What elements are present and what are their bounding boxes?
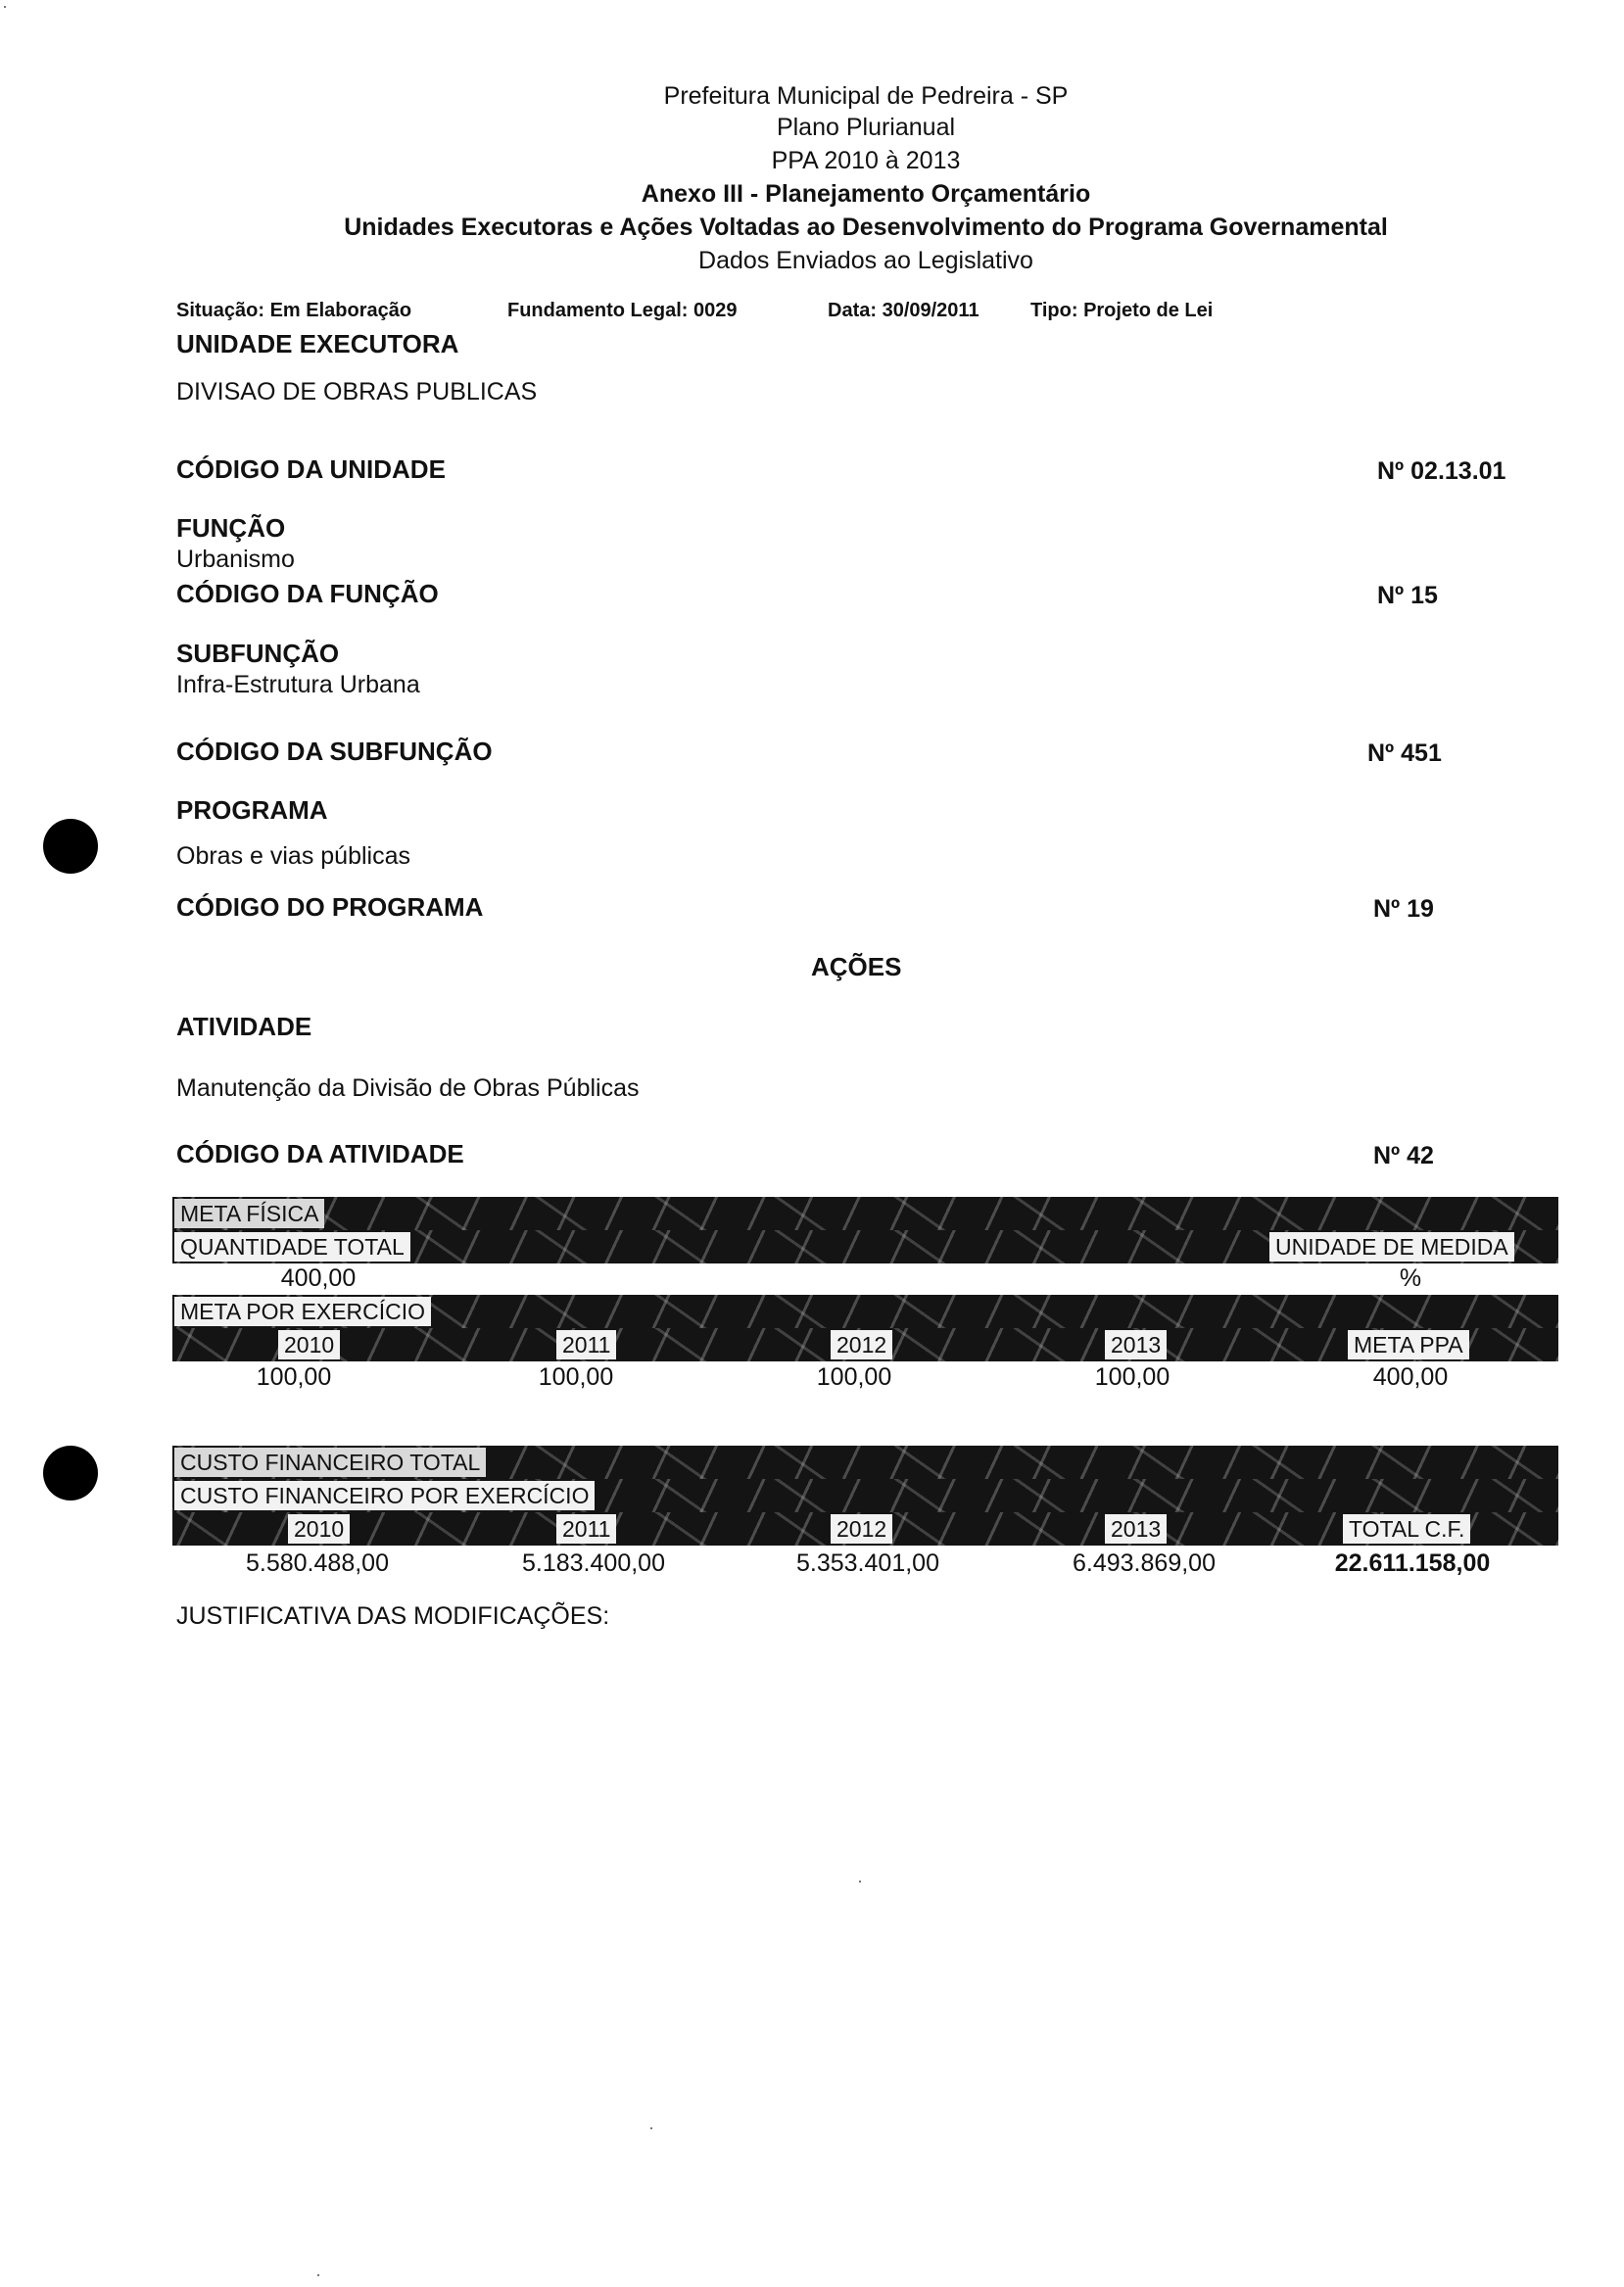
unidade-medida-value: % [1399,1264,1422,1292]
programa-name: Obras e vias públicas [176,842,411,870]
codigo-atividade-label: CÓDIGO DA ATIVIDADE [176,1139,464,1168]
custo-value-2012: 5.353.401,00 [796,1549,939,1577]
codigo-funcao-label: CÓDIGO DA FUNÇÃO [176,579,439,608]
header-line-1: Prefeitura Municipal de Pedreira - SP [663,82,1069,110]
quantidade-total-value: 400,00 [280,1264,357,1292]
meta-ppa-value: 400,00 [1372,1363,1449,1391]
custo-year-2010: 2010 [288,1514,350,1544]
meta-value-2013: 100,00 [1094,1363,1170,1391]
custo-year-2011: 2011 [556,1514,616,1544]
codigo-unidade-value: Nº 02.13.01 [1377,457,1506,485]
scan-speck [317,2274,319,2276]
meta-por-exercicio-label: META POR EXERCÍCIO [174,1297,431,1326]
header-line-2: Plano Plurianual [776,114,956,141]
custo-value-2010: 5.580.488,00 [246,1549,389,1577]
meta-years-bar [172,1328,1558,1361]
atividade-name: Manutenção da Divisão de Obras Públicas [176,1074,640,1102]
meta-fisica-bar [172,1197,1558,1230]
quantidade-bar [172,1230,1558,1263]
header-line-6: Dados Enviados ao Legislativo [698,247,1033,274]
total-cf-label: TOTAL C.F. [1343,1514,1470,1544]
meta-ppa-label: META PPA [1348,1330,1469,1359]
meta-year-2010: 2010 [278,1330,340,1359]
meta-year-2011: 2011 [556,1330,616,1359]
header-line-5: Unidades Executoras e Ações Voltadas ao Desenvolvimento do Programa Governamental [344,214,1388,241]
custo-financeiro-total-label: CUSTO FINANCEIRO TOTAL [174,1448,486,1477]
codigo-funcao-value: Nº 15 [1377,582,1438,609]
codigo-programa-value: Nº 19 [1373,895,1434,923]
custo-por-exercicio-label: CUSTO FINANCEIRO POR EXERCÍCIO [174,1481,595,1510]
funcao-name: Urbanismo [176,546,295,573]
scan-speck [650,2127,652,2129]
header-line-3: PPA 2010 à 2013 [771,147,961,174]
meta-year-2013: 2013 [1105,1330,1167,1359]
codigo-subfuncao-value: Nº 451 [1367,739,1442,767]
codigo-atividade-value: Nº 42 [1373,1142,1434,1169]
funcao-label: FUNÇÃO [176,513,286,543]
meta-value-2012: 100,00 [816,1363,892,1391]
scan-speck [4,6,6,8]
meta-exercicio-bar [172,1295,1558,1328]
total-cf-value: 22.611.158,00 [1334,1549,1491,1577]
unidade-medida-label: UNIDADE DE MEDIDA [1269,1232,1514,1262]
meta-fisica-title: META FÍSICA [174,1199,324,1228]
fundamento-legal: Fundamento Legal: 0029 [507,300,738,321]
custo-year-2012: 2012 [831,1514,892,1544]
punch-hole-bottom [43,1446,98,1501]
custo-years-bar [172,1512,1558,1546]
justificativa-label: JUSTIFICATIVA DAS MODIFICAÇÕES: [176,1602,610,1630]
codigo-unidade-label: CÓDIGO DA UNIDADE [176,454,446,484]
quantidade-total-label: QUANTIDADE TOTAL [174,1232,410,1262]
meta-value-2011: 100,00 [538,1363,614,1391]
subfuncao-name: Infra-Estrutura Urbana [176,671,420,698]
subfuncao-label: SUBFUNÇÃO [176,639,340,668]
acoes-label: AÇÕES [811,952,902,981]
custo-year-2013: 2013 [1105,1514,1167,1544]
programa-label: PROGRAMA [176,795,328,825]
atividade-label: ATIVIDADE [176,1012,312,1041]
punch-hole-top [43,819,98,874]
data: Data: 30/09/2011 [828,300,979,321]
custo-value-2013: 6.493.869,00 [1073,1549,1216,1577]
custo-exercicio-bar [172,1479,1558,1512]
meta-year-2012: 2012 [831,1330,892,1359]
meta-value-2010: 100,00 [256,1363,332,1391]
codigo-subfuncao-label: CÓDIGO DA SUBFUNÇÃO [176,737,493,766]
header-line-4: Anexo III - Planejamento Orçamentário [641,180,1091,208]
custo-value-2011: 5.183.400,00 [522,1549,665,1577]
unidade-executora-label: UNIDADE EXECUTORA [176,329,459,358]
scan-speck [859,1881,861,1882]
unidade-executora-name: DIVISAO DE OBRAS PUBLICAS [176,378,538,405]
custo-total-bar [172,1446,1558,1479]
tipo: Tipo: Projeto de Lei [1030,300,1214,321]
codigo-programa-label: CÓDIGO DO PROGRAMA [176,892,484,922]
situacao: Situação: Em Elaboração [176,300,412,321]
